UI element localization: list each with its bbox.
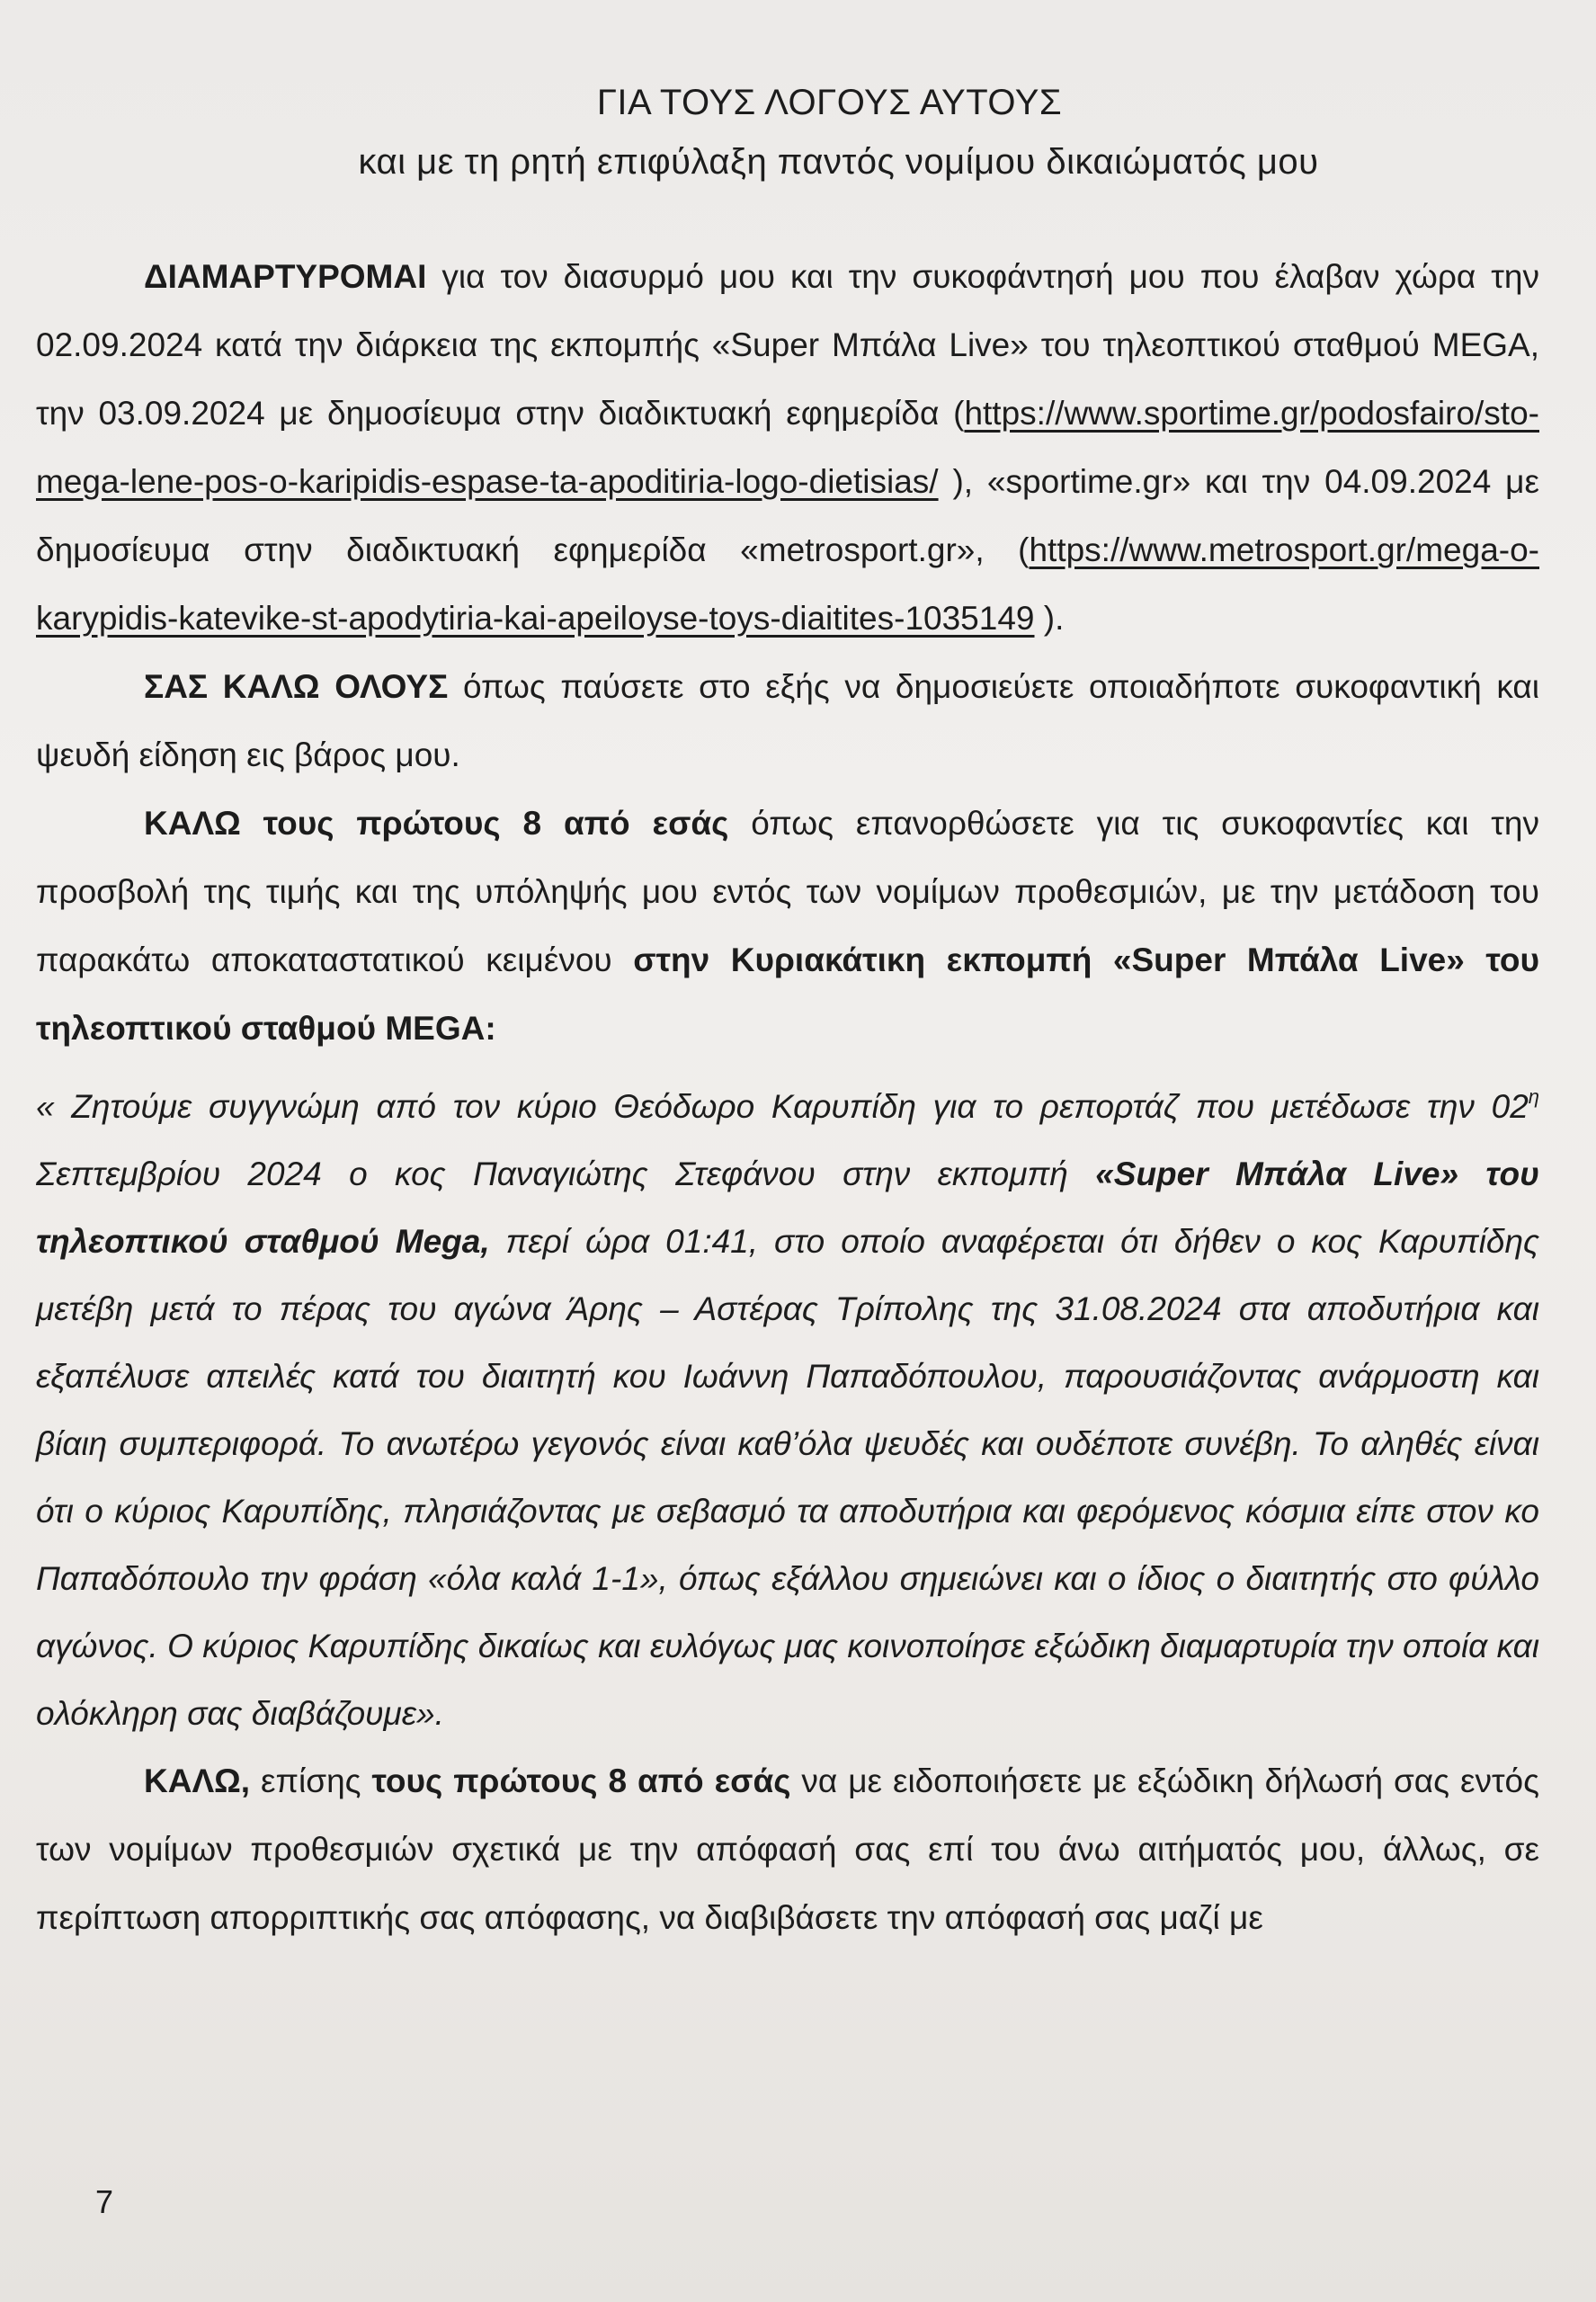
quote-superscript: η xyxy=(1528,1085,1539,1108)
heading-subtitle: και με τη ρητή επιφύλαξη παντός νομίμου δικαιώματός μου xyxy=(358,142,1319,182)
quote-bold: «Super Μπάλα Live» του τηλεοπτικού σταθμού Mega, xyxy=(36,1155,1540,1260)
restoration-quote xyxy=(36,1063,1539,1747)
protest-text-1: για τον διασυρμό μου και την συκοφάντησή μου που έλαβαν χώρα την 02.09.2024 κατά την διάρκεια της εκπομπής «Super Μπάλα Live» του τηλεοπτικού σταθμού MEGA, την 03.09.2024 με δημοσίευμα στην διαδικτυακή εφημερίδα ( xyxy=(36,258,1539,432)
document-body xyxy=(36,243,1539,1952)
call-first-8-bold: στην Κυριακάτικη εκπομπή «Super Μπάλα Live» του τηλεοπτικού σταθμού MEGA: xyxy=(36,941,1540,1047)
call-first-8-text: όπως επανορθώσετε για τις συκοφαντίες και την προσβολή της τιμής και της υπόληψής μου εντός των νομίμων προθεσμιών, με την μετάδοση του παρακάτω αποκαταστατικού κειμένου xyxy=(36,805,1539,978)
sportime-link[interactable]: https://www.sportime.gr/podosfairo/sto-mega-lene-pos-o-karipidis-espase-ta-apoditiria-logo-dietisias/ xyxy=(36,395,1539,500)
quote-text-2: Σεπτεμβρίου 2024 ο κος Παναγιώτης Στεφάνου στην εκπομπή xyxy=(36,1155,1096,1192)
quote-text-3: περί ώρα 01:41, στο οποίο αναφέρεται ότι δήθεν ο κος Καρυπίδης μετέβη μετά το πέρας του αγώνα Άρης – Αστέρας Τρίπολης της 31.08.2024 στα αποδυτήρια και εξαπέλυσε απειλές κατά του διαιτητή κου Ιωάννη Παπαδόπουλου, παρουσιάζοντας ανάρμοστη και βίαιη συμπεριφορά. Το ανωτέρω γεγονός είναι καθ’όλα ψευδές και ουδέποτε συνέβη. Το αληθές είναι ότι ο κύριος Καρυπίδης, πλησιάζοντας με σεβασμό τα αποδυτήρια και φερόμενος κόσμια είπε στον κο Παπαδόπουλο την φράση «όλα καλά 1-1», όπως εξάλλου σημειώνει και ο ίδιος ο διαιτητής στο φύλλο αγώνος. Ο κύριος Καρυπίδης δικαίως και ευλόγως μας κοινοποίησε εξώδικη διαμαρτυρία την οποία και ολόκληρη σας διαβάζουμε». xyxy=(36,1223,1539,1732)
paragraph-call-first-8 xyxy=(36,790,1539,1063)
paragraph-protest xyxy=(36,243,1539,653)
call-first-8-lead: ΚΑΛΩ τους πρώτους 8 από εσάς xyxy=(144,805,729,842)
call-all-text: όπως παύσετε στο εξής να δημοσιεύετε οποιαδήποτε συκοφαντική και ψευδή είδηση εις βάρος μου. xyxy=(36,668,1540,773)
protest-text-2: ), «sportime.gr» και την 04.09.2024 με δημοσίευμα στην διαδικτυακή εφημερίδα «metrosport.gr», ( xyxy=(36,463,1539,568)
call-notify-bold: τους πρώτους 8 από εσάς xyxy=(371,1762,791,1799)
call-notify-text-2: να με ειδοποιήσετε με εξώδικη δήλωσή σας εντός των νομίμων προθεσμιών σχετικά με την απόφασή σας επί του άνω αιτήματός μου, άλλως, σε περίπτωση απορριπτικής σας απόφασης, να διαβιβάσετε την απόφασή σας μαζί με xyxy=(36,1762,1539,1936)
metrosport-link[interactable]: https://www.metrosport.gr/mega-o-karypidis-katevike-st-apodytiria-kai-apeiloyse-toys-diaitites-1035149 xyxy=(36,531,1539,637)
heading-title: ΓΙΑ ΤΟΥΣ ΛΟΓΟΥΣ ΑΥΤΟΥΣ xyxy=(596,83,1063,122)
paragraph-call-all xyxy=(36,653,1539,790)
page-number: 7 xyxy=(95,2183,114,2220)
protest-lead: ΔΙΑΜΑΡΤΥΡΟΜΑΙ xyxy=(144,258,427,295)
paragraph-call-notify xyxy=(36,1747,1539,1952)
call-all-lead: ΣΑΣ ΚΑΛΩ ΟΛΟΥΣ xyxy=(144,668,449,705)
quote-text-1: « Ζητούμε συγγνώμη από τον κύριο Θεόδωρο Καρυπίδη για το ρεπορτάζ που μετέδωσε την 02 xyxy=(36,1088,1529,1125)
call-notify-text-1: επίσης xyxy=(250,1762,372,1799)
protest-text-3: ). xyxy=(1034,600,1065,637)
call-notify-lead: ΚΑΛΩ, xyxy=(144,1762,251,1799)
